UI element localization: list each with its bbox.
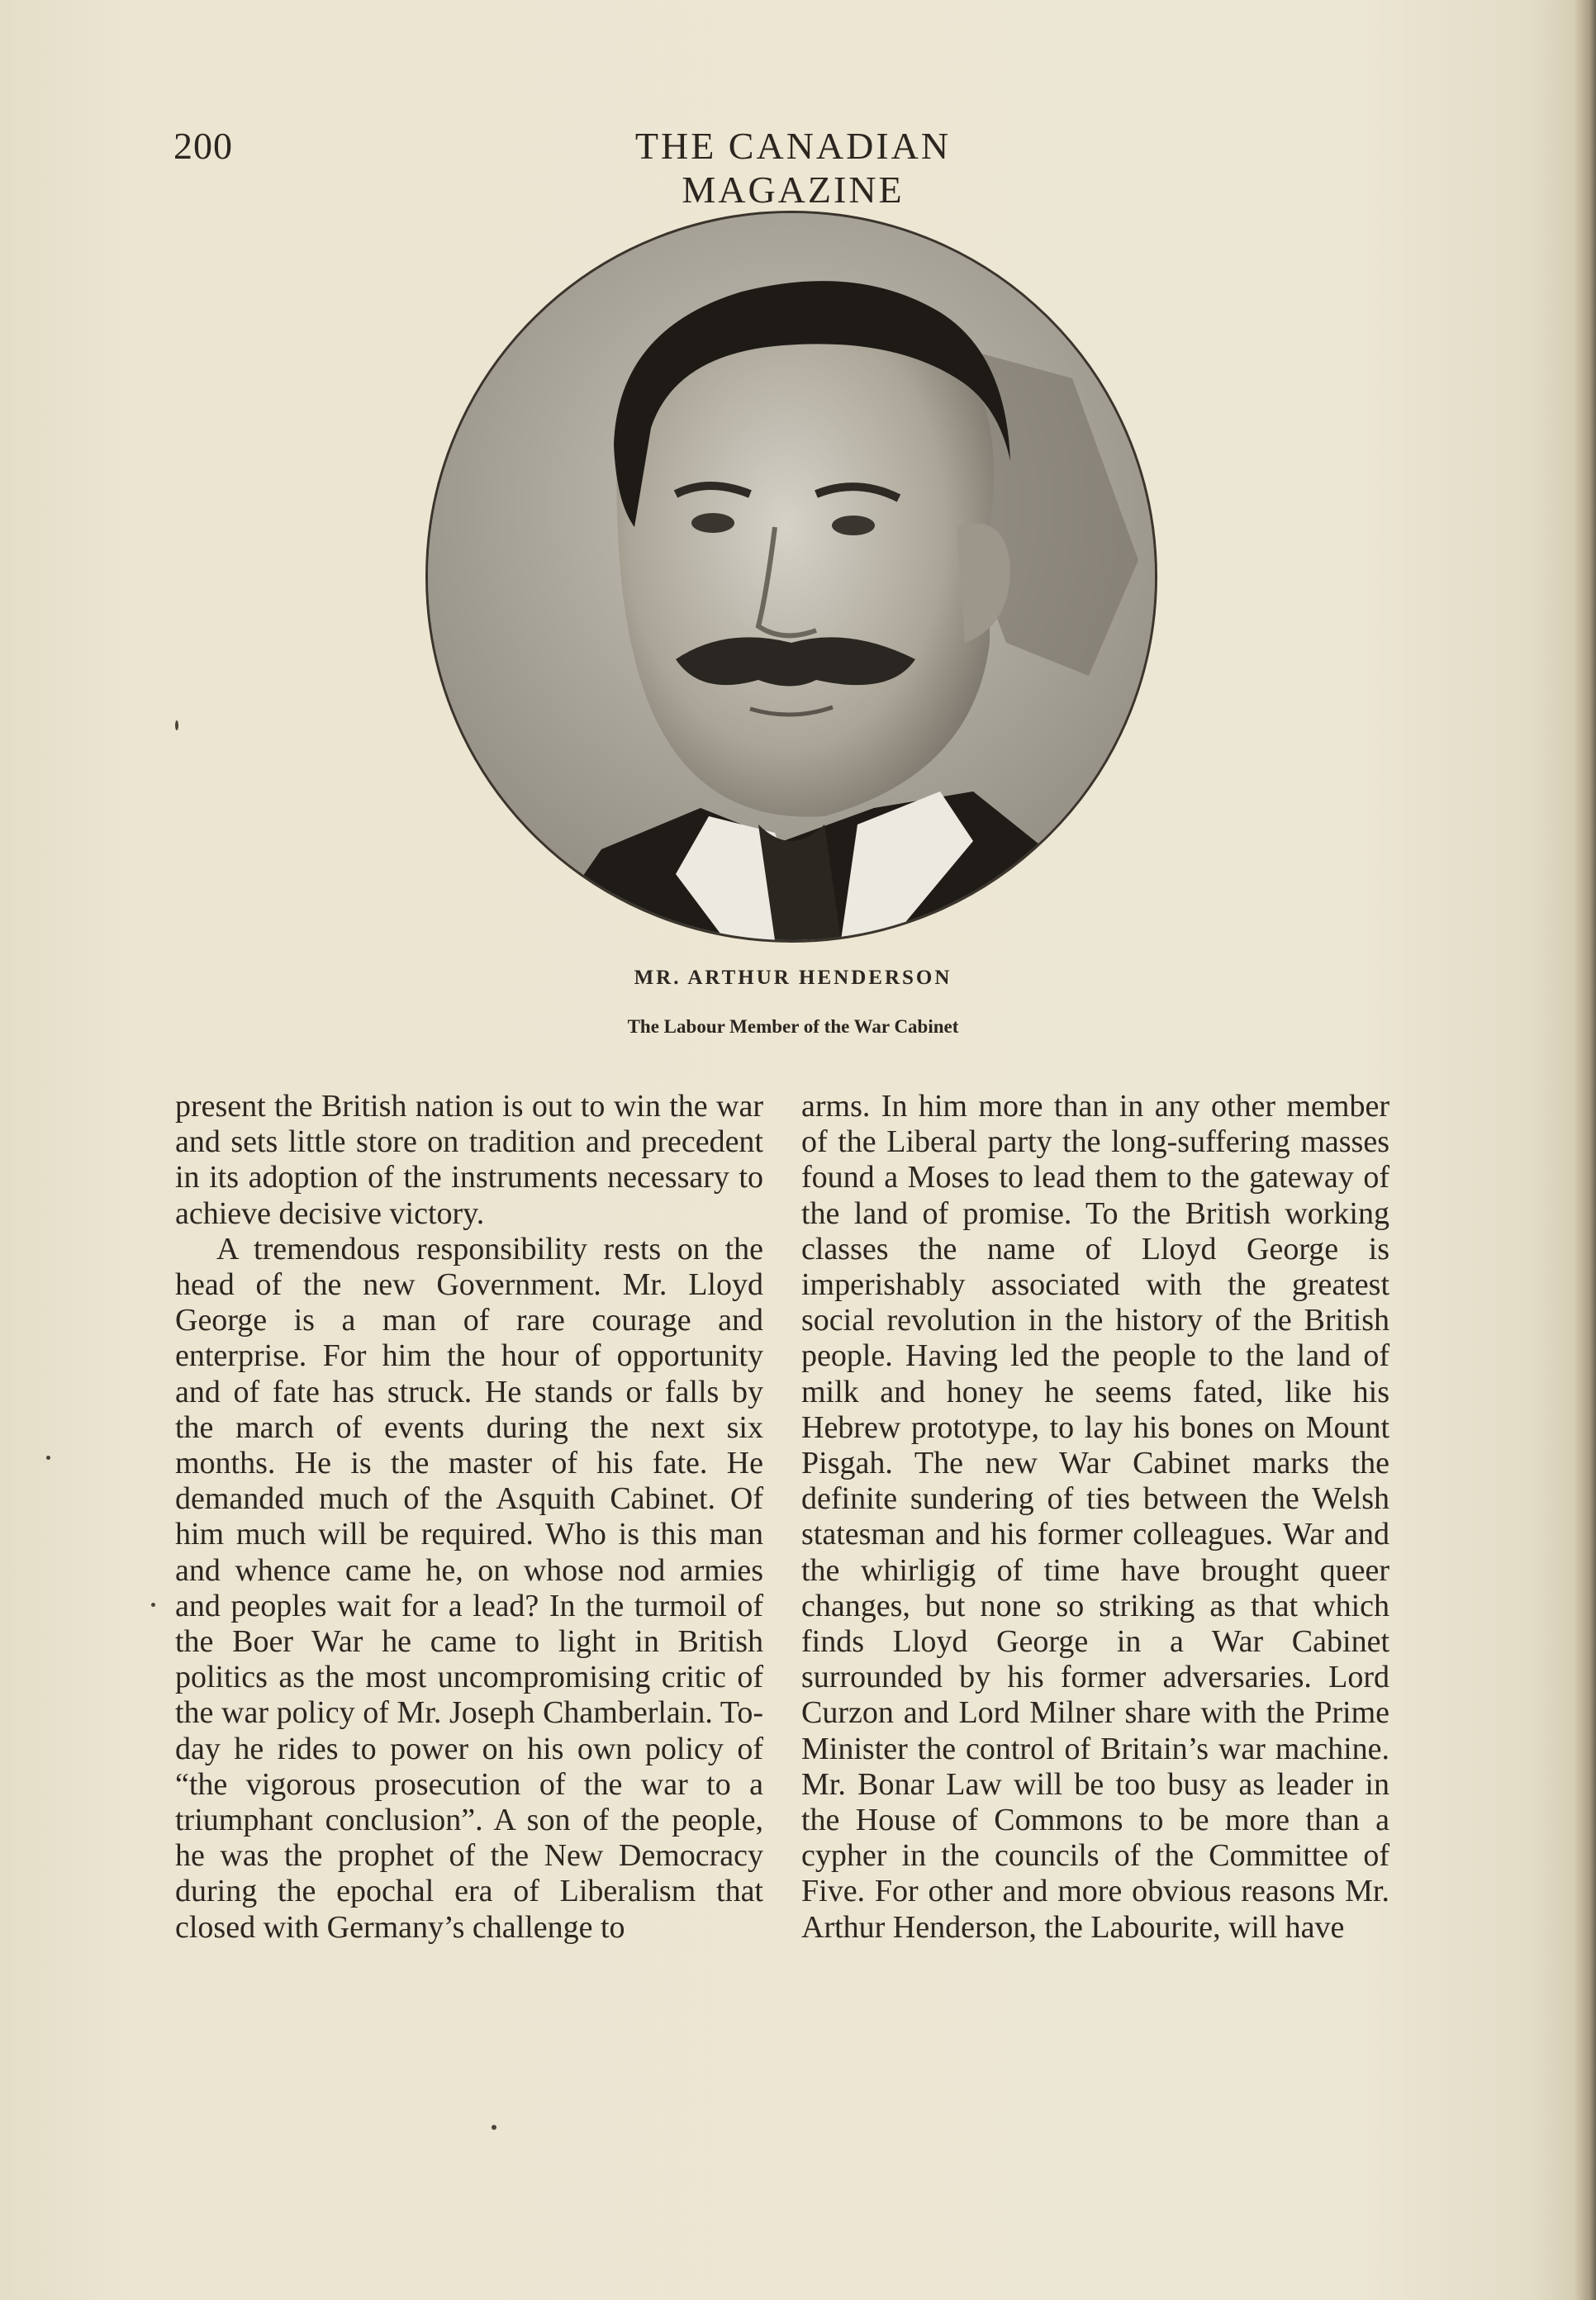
- print-speck: [492, 2125, 496, 2130]
- portrait-photo: [425, 211, 1157, 943]
- print-speck: [151, 1603, 155, 1607]
- article-left-column: [175, 1089, 763, 1946]
- left-column-paragraph: present the British nation is out to win the war and sets little store on tradition and precedent in its adoption of the instruments necessary to achieve decisive victory.: [175, 1089, 763, 1231]
- figure-caption-subtitle: The Labour Member of the War Cabinet: [627, 1016, 959, 1037]
- running-head: THE CANADIAN MAGAZINE: [634, 125, 952, 211]
- page-binding-edge: [1575, 0, 1596, 2300]
- print-speck: [175, 720, 178, 730]
- print-speck: [46, 1456, 50, 1460]
- figure-caption-name: MR. ARTHUR HENDERSON: [634, 967, 952, 989]
- right-column-paragraph: arms. In him more than in any other member of the Liberal party the long-suffering masses found a Moses to lead them to the gateway of the land of promise. To the British working classes the name of Lloyd George is imperishably associated with the greatest social revolution in the history of the British people. Having led the people to the land of milk and honey he seems fated, like his Hebrew prototype, to lay his bones on Mount Pisgah. The new War Cabinet marks the definite sundering of ties between the Welsh statesman and his former colleagues. War and the whirligig of time have brought queer changes, but none so striking as that which finds Lloyd George in a War Cabinet surrounded by his former adversaries. Lord Curzon and Lord Milner share with the Prime Minister the control of Britain’s war machine. Mr. Bonar Law will be too busy as leader in the House of Commons to be more than a cypher in the councils of the Committee of Five. For other and more obvious reasons Mr. Arthur Henderson, the Labourite, will have: [801, 1089, 1389, 1945]
- article-right-column: [801, 1089, 1389, 1946]
- left-column-paragraph: A tremendous responsibility rests on the head of the new Government. Mr. Lloyd George is a man of rare courage and enterprise. For him the hour of opportunity and of fate has struck. He stands or falls by the march of events during the next six months. He is the master of his fate. He demanded much of the Asquith Cabinet. Of him much will be required. Who is this man and whence came he, on whose nod armies and peoples wait for a lead? In the turmoil of the Boer War he came to light in British politics as the most uncompromising critic of the war policy of Mr. Joseph Chamberlain. To-day he rides to power on his own policy of “the vigorous prosecution of the war to a triumphant conclusion”. A son of the people, he was the prophet of the New Democracy during the epochal era of Liberalism that closed with Germany’s challenge to: [175, 1231, 763, 1945]
- page-number: 200: [173, 125, 233, 167]
